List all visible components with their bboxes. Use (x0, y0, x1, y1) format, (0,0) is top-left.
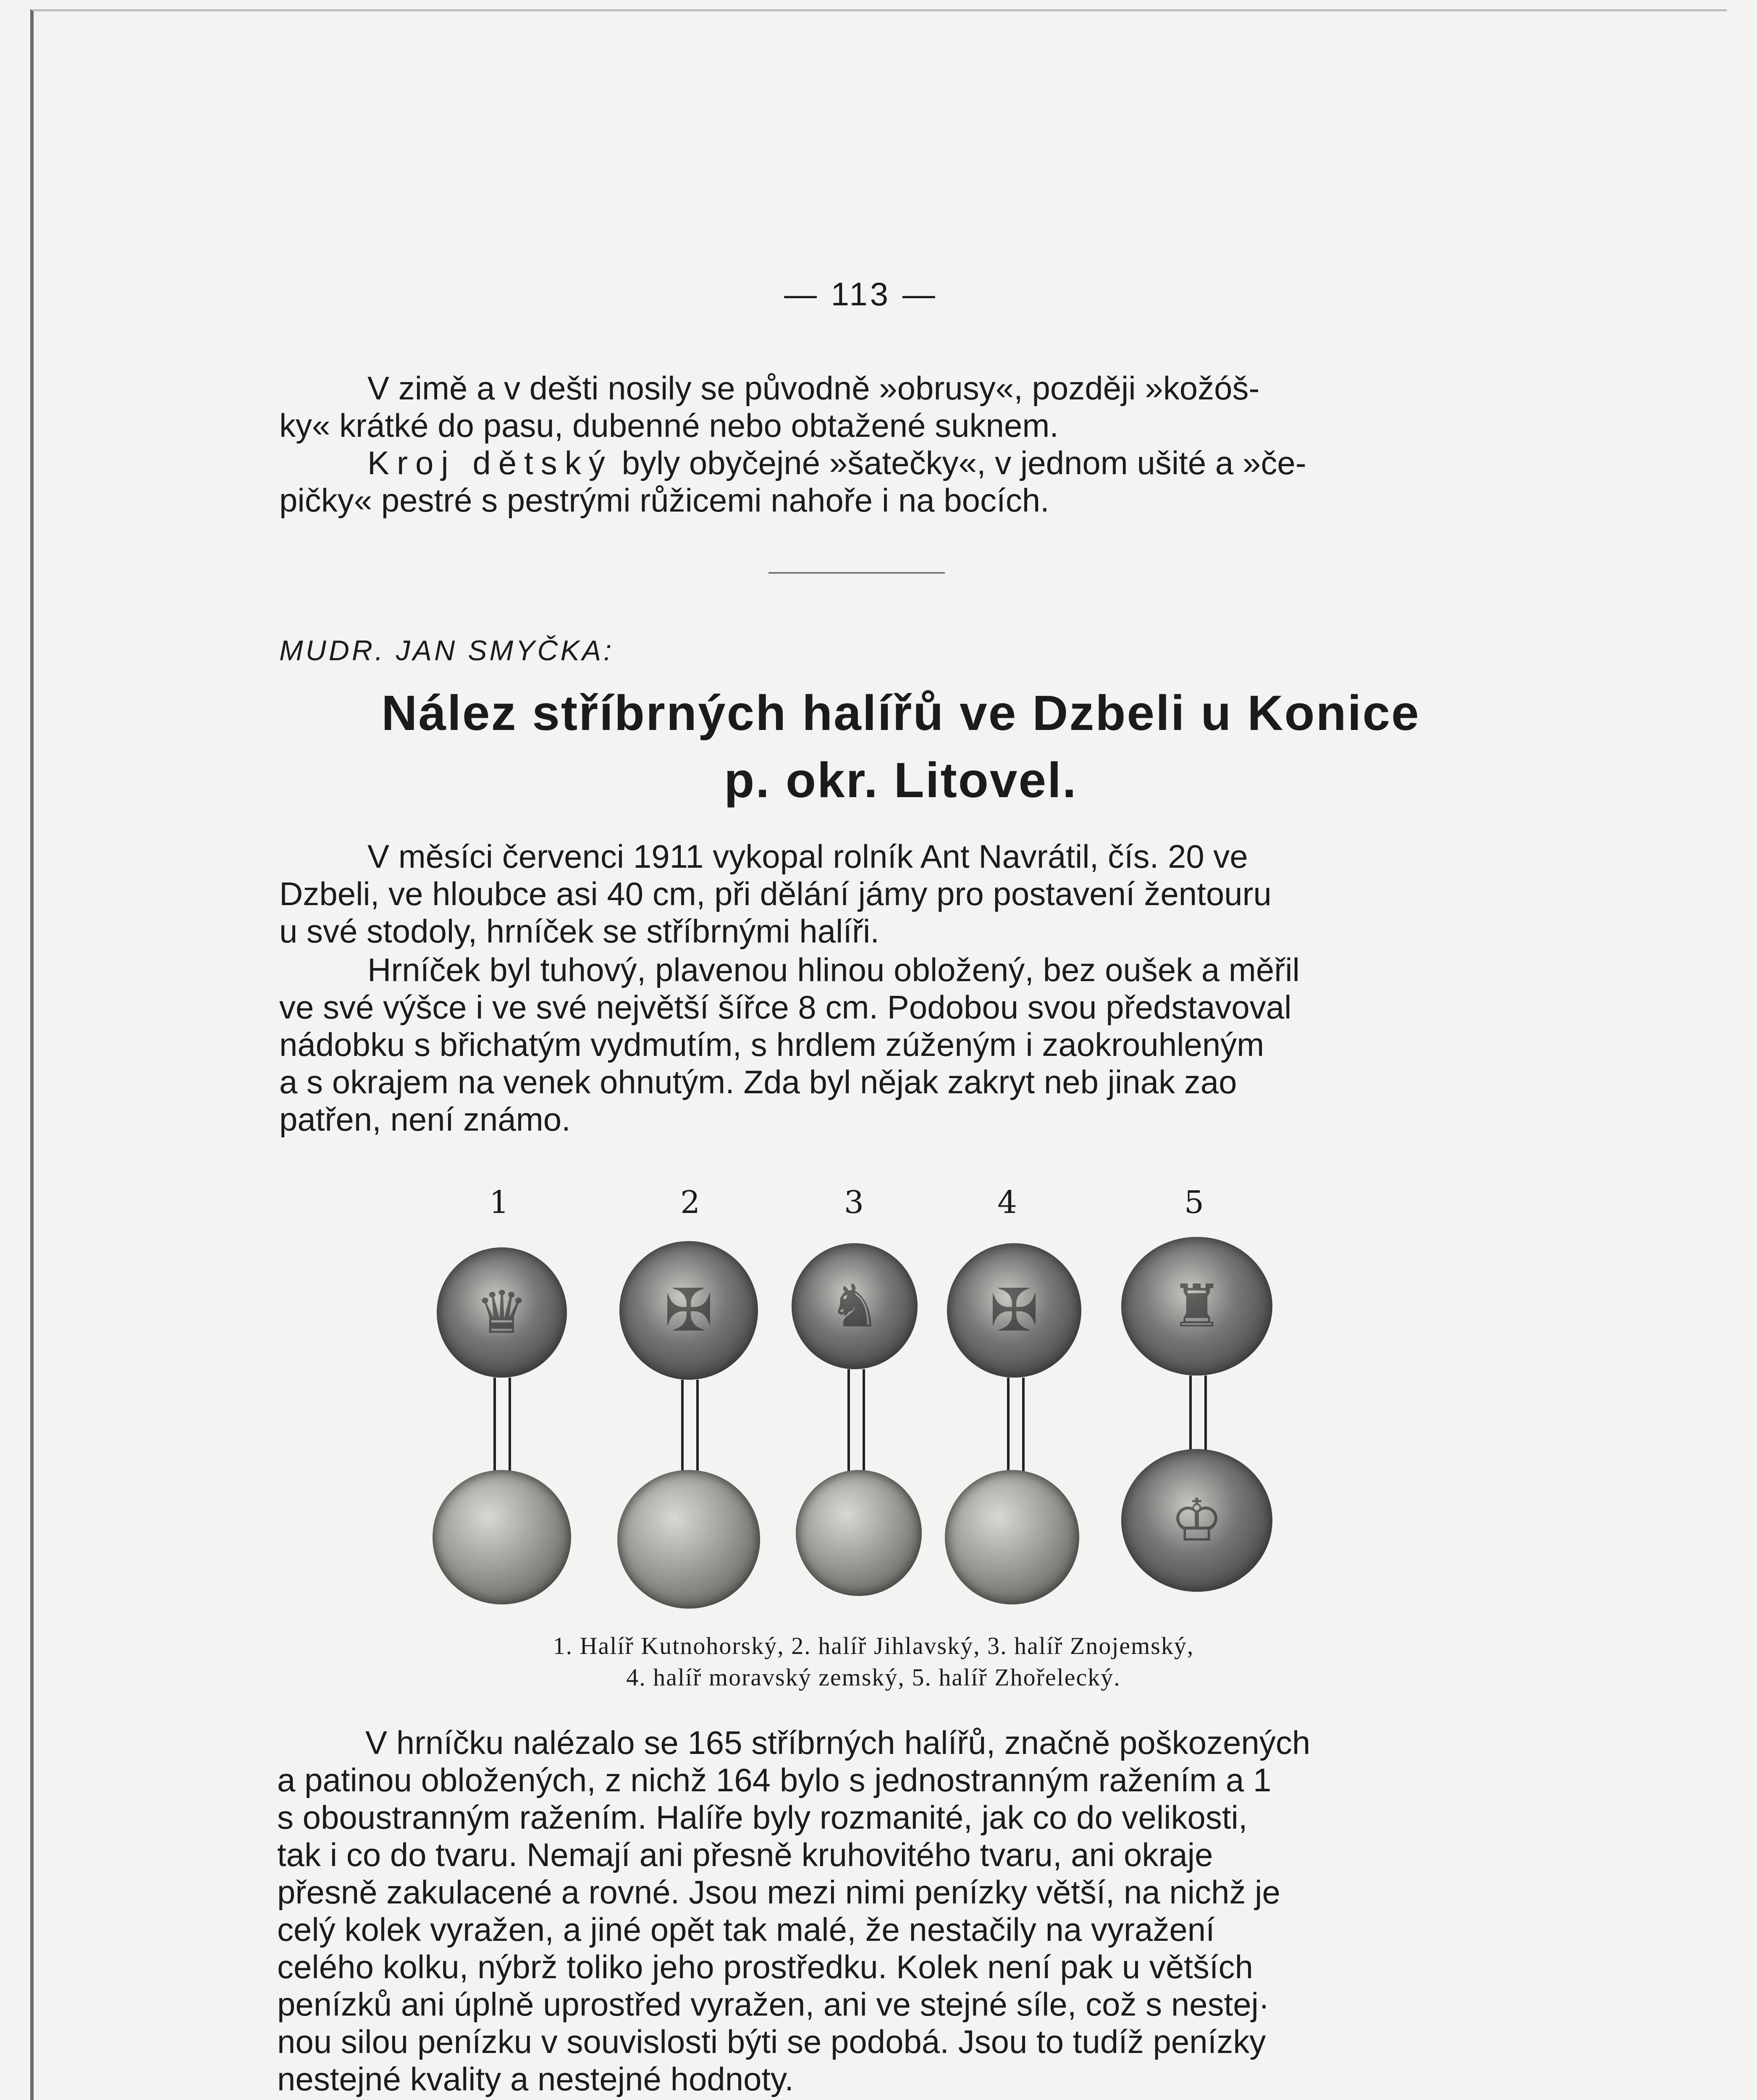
figure-caption-line-2: 4. halíř moravský zemský, 5. halíř Zhořelecký. (626, 1664, 1121, 1691)
lion-stamp-icon: ♜ (1170, 1273, 1223, 1339)
coin-number-5: 5 (1184, 1184, 1204, 1221)
coin-number-1: 1 (489, 1184, 509, 1221)
coin-3-reverse (796, 1470, 922, 1596)
monogram-stamp-icon: ♔ (1170, 1487, 1223, 1553)
article-title-line-1: Nález stříbrných halířů ve Dzbeli u Konice (381, 685, 1420, 741)
intro-line: Dzbeli, ve hloubce asi 40 cm, při dělání jámy pro postavení žentouru (279, 875, 1272, 912)
description-line: patřen, není známo. (279, 1101, 571, 1138)
coin-2-connector (681, 1380, 699, 1480)
body-line: tak i co do tvaru. Nemají ani přesně kruhovitého tvaru, ani okraje (277, 1836, 1213, 1873)
intro-line: V měsíci červenci 1911 vykopal rolník Ant Navrátil, čís. 20 ve (367, 838, 1248, 875)
body-line: celého kolku, nýbrž toliko jeho prostředku. Kolek není pak u větších (277, 1948, 1253, 1985)
coin-5-obverse (1121, 1237, 1272, 1376)
article-title-line-2: p. okr. Litovel. (724, 753, 1078, 808)
coin-1-obverse (437, 1247, 567, 1378)
coin-number-2: 2 (680, 1184, 700, 1221)
figure-stamp-icon: ♞ (828, 1273, 881, 1339)
body-line: V hrníčku nalézalo se 165 stříbrných halířů, značně poškozených (365, 1724, 1311, 1761)
body-line: a patinou obložených, z nichž 164 bylo s jednostranným ražením a 1 (277, 1761, 1272, 1798)
body-line: přesně zakulacené a rovné. Jsou mezi nimi penízky větší, na nichž je (277, 1874, 1280, 1911)
section-divider (768, 572, 945, 574)
body-line: nestejné kvality a nestejné hodnoty. (277, 2061, 794, 2097)
page-number: — 113 — (784, 276, 938, 312)
coin-1-reverse (433, 1470, 571, 1604)
eagle-stamp-icon: ✠ (989, 1277, 1039, 1343)
description-line: nádobku s břichatým vydmutím, s hrdlem zúženým i zaokrouhleným (279, 1026, 1264, 1063)
top-paragraph (279, 370, 1426, 519)
coin-number-3: 3 (844, 1184, 864, 1221)
coin-number-4: 4 (997, 1184, 1017, 1221)
coin-2-obverse (619, 1241, 758, 1380)
coin-4-reverse (945, 1470, 1079, 1604)
description-paragraph (279, 951, 1451, 1138)
coin-stamp-icon: ♛ (475, 1279, 528, 1345)
description-line: Hrníček byl tuhový, plavenou hlinou obložený, bez oušek a měřil (367, 951, 1300, 988)
body-line: nou silou penízku v souvislosti býti se podobá. Jsou to tudíž penízky (277, 2023, 1266, 2060)
top-paragraph-rest: byly obyčejné »šatečky«, v jednom ušité a »če- (612, 444, 1306, 481)
intro-paragraph (279, 838, 1451, 950)
body-line: s oboustranným ražením. Halíře byly rozmanité, jak co do velikosti, (277, 1799, 1248, 1836)
coin-3-connector (847, 1369, 865, 1478)
coin-5-connector (1189, 1376, 1207, 1460)
eagle-stamp-icon: ✠ (664, 1277, 713, 1343)
top-paragraph-line (279, 444, 1426, 482)
figure-caption-line-1: 1. Halíř Kutnohorský, 2. halíř Jihlavský, 3. halíř Znojemský, (553, 1632, 1194, 1659)
body-line: penízků ani úplně uprostřed vyražen, ani ve stejné síle, což s nestej· (277, 1986, 1269, 2023)
top-paragraph-line: ky« krátké do pasu, dubenné nebo obtažené suknem. (279, 407, 1059, 444)
coin-1-connector (493, 1378, 511, 1478)
top-paragraph-line: pičky« pestré s pestrými růžicemi nahoře i na bocích. (279, 482, 1049, 519)
coin-4-obverse (947, 1243, 1081, 1378)
coin-2-reverse (617, 1470, 760, 1609)
spaced-term: Kroj dětský (367, 444, 613, 481)
coin-5-reverse (1121, 1449, 1272, 1592)
body-paragraph (277, 1724, 1445, 2098)
coin-3-obverse (792, 1243, 918, 1369)
intro-line: u své stodoly, hrníček se stříbrnými halíři. (279, 913, 880, 950)
coin-4-connector (1007, 1378, 1025, 1478)
description-line: ve své výšce i ve své největší šířce 8 cm. Podobou svou představoval (279, 989, 1292, 1026)
description-line: a s okrajem na venek ohnutým. Zda byl nějak zakryt neb jinak zao (279, 1063, 1237, 1100)
author-byline: MUDR. JAN SMYČKA: (279, 635, 614, 667)
body-line: celý kolek vyražen, a jiné opět tak malé, že nestačily na vyražení (277, 1911, 1215, 1948)
top-paragraph-line: V zimě a v dešti nosily se původně »obrusy«, později »kožóš- (367, 370, 1260, 407)
